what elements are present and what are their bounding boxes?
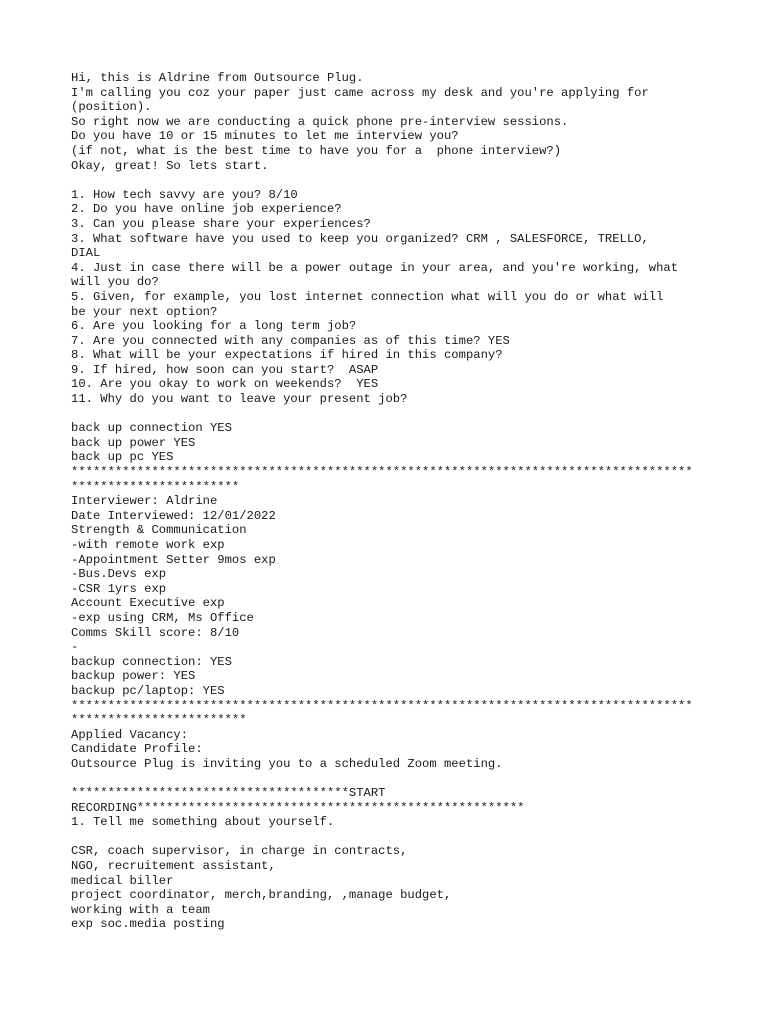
doc-line: 10. Are you okay to work on weekends? YES [71, 377, 379, 392]
doc-line: -CSR 1yrs exp [71, 581, 167, 596]
doc-line: **************************************START [71, 786, 386, 801]
doc-line: medical biller [71, 873, 174, 888]
doc-line: Comms Skill score: 8/10 [71, 625, 240, 640]
doc-line: Account Executive exp [71, 596, 225, 611]
doc-line: (if not, what is the best time to have you for a phone interview?) [71, 143, 562, 158]
doc-line: Strength & Communication [71, 523, 247, 538]
doc-line: 8. What will be your expectations if hired in this company? [71, 348, 503, 363]
doc-line: 3. What software have you used to keep you organized? CRM , SALESFORCE, TRELLO, [71, 231, 649, 246]
doc-line: I'm calling you coz your paper just came across my desk and you're applying for [71, 85, 649, 100]
doc-line: 7. Are you connected with any companies as of this time? YES [71, 333, 510, 348]
doc-line: 6. Are you looking for a long term job? [71, 319, 357, 334]
doc-line: Applied Vacancy: [71, 727, 189, 742]
doc-line: NGO, recruitement assistant, [71, 859, 276, 874]
doc-line: - [71, 640, 79, 655]
doc-line [71, 772, 711, 787]
doc-line: CSR, coach supervisor, in charge in contracts, [71, 844, 408, 859]
doc-line: Candidate Profile: [71, 742, 203, 757]
doc-line: So right now we are conducting a quick phone pre-interview sessions. [71, 114, 569, 129]
doc-line: will you do? [71, 275, 159, 290]
doc-line: backup power: YES [71, 669, 196, 684]
doc-line: 2. Do you have online job experience? [71, 202, 342, 217]
doc-line: 5. Given, for example, you lost internet connection what will you do or what will [71, 289, 664, 304]
doc-line: 3. Can you please share your experiences? [71, 216, 371, 231]
doc-line: 9. If hired, how soon can you start? ASAP [71, 362, 379, 377]
doc-line: be your next option? [71, 304, 218, 319]
separator-line: *********************** [71, 479, 240, 494]
doc-line: Date Interviewed: 12/01/2022 [71, 508, 276, 523]
doc-line: Okay, great! So lets start. [71, 158, 269, 173]
doc-line: 1. Tell me something about yourself. [71, 815, 335, 830]
doc-line: Do you have 10 or 15 minutes to let me interview you? [71, 129, 459, 144]
doc-line: 4. Just in case there will be a power outage in your area, and you're working, what [71, 260, 679, 275]
separator-line: ************************ [71, 713, 247, 728]
doc-line [71, 830, 711, 845]
doc-line: -Appointment Setter 9mos exp [71, 552, 276, 567]
doc-line: (position). [71, 100, 152, 115]
doc-line: -exp using CRM, Ms Office [71, 610, 254, 625]
separator-line: ************************************************************************************* [71, 465, 693, 480]
doc-line: back up connection YES [71, 421, 232, 436]
doc-line: back up power YES [71, 435, 196, 450]
doc-line [71, 407, 711, 422]
doc-line: -Bus.Devs exp [71, 567, 167, 582]
doc-line: working with a team [71, 902, 210, 917]
document-page [71, 71, 711, 932]
doc-line: Hi, this is Aldrine from Outsource Plug. [71, 71, 364, 85]
doc-line: -with remote work exp [71, 538, 225, 552]
doc-line: Interviewer: Aldrine [71, 494, 218, 509]
doc-line: back up pc YES [71, 450, 174, 465]
doc-line: exp soc.media posting [71, 917, 225, 932]
separator-line: ************************************************************************************* [71, 698, 693, 713]
doc-line: 1. How tech savvy are you? 8/10 [71, 187, 298, 202]
doc-line: 11. Why do you want to leave your present job? [71, 392, 408, 407]
doc-line: DIAL [71, 246, 101, 261]
doc-line: Outsource Plug is inviting you to a scheduled Zoom meeting. [71, 756, 503, 771]
doc-line: RECORDING***************************************************** [71, 800, 525, 815]
doc-line: backup pc/laptop: YES [71, 683, 225, 698]
doc-line: backup connection: YES [71, 654, 232, 669]
doc-line [71, 173, 711, 188]
doc-line: project coordinator, merch,branding, ,manage budget, [71, 888, 452, 903]
